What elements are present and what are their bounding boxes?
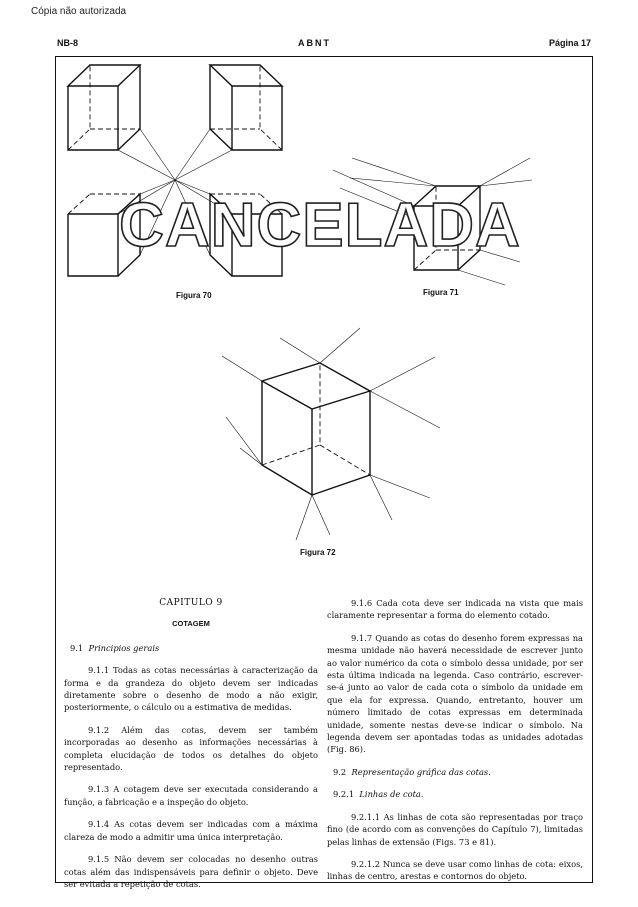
paragraph: 9.1.4 As cotas devem ser indicadas com a máxima clareza de modo a admitir uma única interpretação. [64, 819, 318, 842]
figure-72-caption: Figura 72 [300, 548, 336, 557]
section-title: Representação gráfica das cotas. [351, 766, 491, 777]
paragraph: 9.2.1.1 As linhas de cota são representadas por traço fino (de acordo com as convenções do Capítulo 7), limitadas pelas linhas de extensão (Figs. 73 e 81). [327, 811, 583, 847]
left-text-column [64, 597, 318, 900]
right-text-column [327, 597, 583, 893]
standard-code: NB-8 [57, 38, 79, 48]
section-heading [327, 766, 583, 778]
unauthorized-copy-watermark: Cópia não autorizada [31, 6, 127, 17]
subsection-heading [327, 788, 583, 800]
paragraph: 9.1.7 Quando as cotas do desenho forem expressas na mesma unidade não haverá necessidade de escrever junto ao valor numérico da cota o símbolo dessa unidade, por ser esta última indicada na legenda. Caso contrário, escrever-se-á junto ao valor de cada cota o símbolo da unidade em que ela for expressa. Quando, entretanto, houver um número limitado de cotas expressas em determinada unidade, somente nestas deve-se indicar o símbolo. Na legenda devem ser apontadas todas as unidades adotadas (Fig. 86). [327, 632, 583, 755]
chapter-title: COTAGEM [172, 619, 210, 629]
paragraph: 9.1.5 Não devem ser colocadas no desenho outras cotas além das indispensáveis para definir o objeto. Deve ser evitada a repetição de cotas. [64, 854, 318, 889]
paragraph: 9.1.6 Cada cota deve ser indicada na vista que mais claramente representar a forma do elemento cotado. [327, 598, 583, 621]
subsection-title: Linhas de cota. [359, 789, 424, 800]
figure-72-drawing [222, 328, 440, 540]
paragraph: 9.2.1.2 Nunca se deve usar como linhas de cota: eixos, linhas de centro, arestas e contornos do objeto. [327, 858, 583, 882]
section-number: 9.2 [333, 766, 347, 777]
subsection-number: 9.2.1 [333, 789, 355, 800]
cancelled-stamp: CANCELADA [119, 191, 521, 260]
section-heading [64, 642, 318, 654]
paragraph: 9.1.2 Além das cotas, devem ser também incorporadas ao desenho as informações necessárias à completa elucidação de todos os detalhes do objeto representado. [64, 724, 318, 773]
publisher-name: ABNT [298, 38, 331, 48]
page-number: Página 17 [548, 38, 591, 48]
paragraph: 9.1.3 A cotagem deve ser executada considerando a função, a fabricação e a inspeção do objeto. [64, 784, 318, 807]
figure-71-caption: Figura 71 [423, 288, 459, 297]
section-title: Principios gerais [88, 642, 160, 653]
paragraph: 9.1.1 Todas as cotas necessárias à caracterização da forma e da grandeza do objeto devem ser indicadas diretamente sobre o desenho de modo a não exigir, posteriormente, o cálculo ou a estimativa de medidas. [64, 665, 318, 713]
chapter-heading: CAPITULO 9 [159, 598, 223, 608]
figure-70-caption: Figura 70 [176, 291, 212, 300]
section-number: 9.1 [70, 642, 84, 653]
